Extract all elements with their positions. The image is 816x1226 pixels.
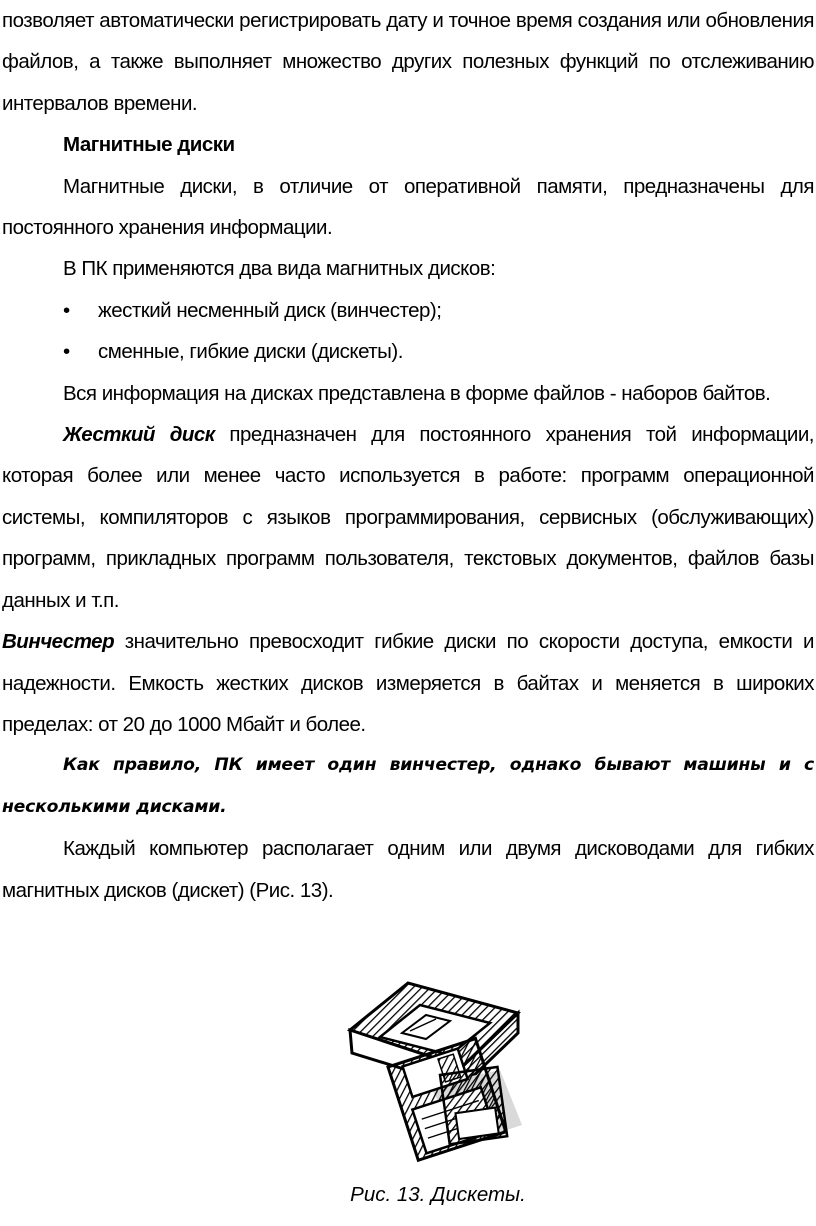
paragraph-files: Вся информация на дисках представлена в форме файлов - наборов байтов. xyxy=(63,381,771,405)
paragraph-hard-disk xyxy=(2,414,814,621)
section-heading: Магнитные диски xyxy=(63,133,235,157)
paragraph-disk-types: В ПК применяются два вида магнитных дисков: xyxy=(63,257,496,281)
paragraph-winchester-text: значительно превосходит гибкие диски по скорости доступа, емкости и надежности. Емкость жестких дисков измеряется в байтах и меняется в широких пределах: от 20 до 1000 Мбайт и более. xyxy=(2,630,814,736)
paragraph-emphasis: Как правило, ПК имеет один винчестер, однако бывают машины и с несколькими дисками. xyxy=(2,755,814,817)
paragraph-floppy-drives: Каждый компьютер располагает одним или двумя дисководами для гибких магнитных дисков (дискет) (Рис. 13). xyxy=(2,837,814,902)
list-item xyxy=(2,290,814,331)
paragraph-hard-disk-text: предназначен для постоянного хранения той информации, которая более или менее часто используется в работе: программ операционной системы, компиляторов с языков программирования, сервисных (обслуживающих) программ, прикладных программ пользователя, текстовых документов, файлов базы данных и т.п. xyxy=(2,423,814,612)
term-hard-disk: Жесткий диск xyxy=(63,423,215,447)
figure-caption: Рис. 13. Дискеты. xyxy=(350,1183,526,1206)
list-item xyxy=(2,331,814,372)
list-item-text: сменные, гибкие диски (дискеты). xyxy=(98,340,403,364)
list-item-text: жесткий несменный диск (винчестер); xyxy=(98,298,442,322)
paragraph-winchester xyxy=(2,621,814,745)
bullet-icon: • xyxy=(63,298,70,322)
bullet-icon: • xyxy=(63,340,70,364)
term-winchester: Винчестер xyxy=(2,630,115,654)
paragraph-magnetic-disks: Магнитные диски, в отличие от оперативной памяти, предназначены для постоянного хранения информации. xyxy=(2,174,814,240)
floppy-disks-illustration-icon xyxy=(340,975,530,1175)
document-body xyxy=(2,0,814,911)
paragraph-continuation: позволяет автоматически регистрировать дату и точное время создания или обновления файлов, а также выполняет множество других полезных функций по отслеживанию интервалов времени. xyxy=(2,9,814,115)
